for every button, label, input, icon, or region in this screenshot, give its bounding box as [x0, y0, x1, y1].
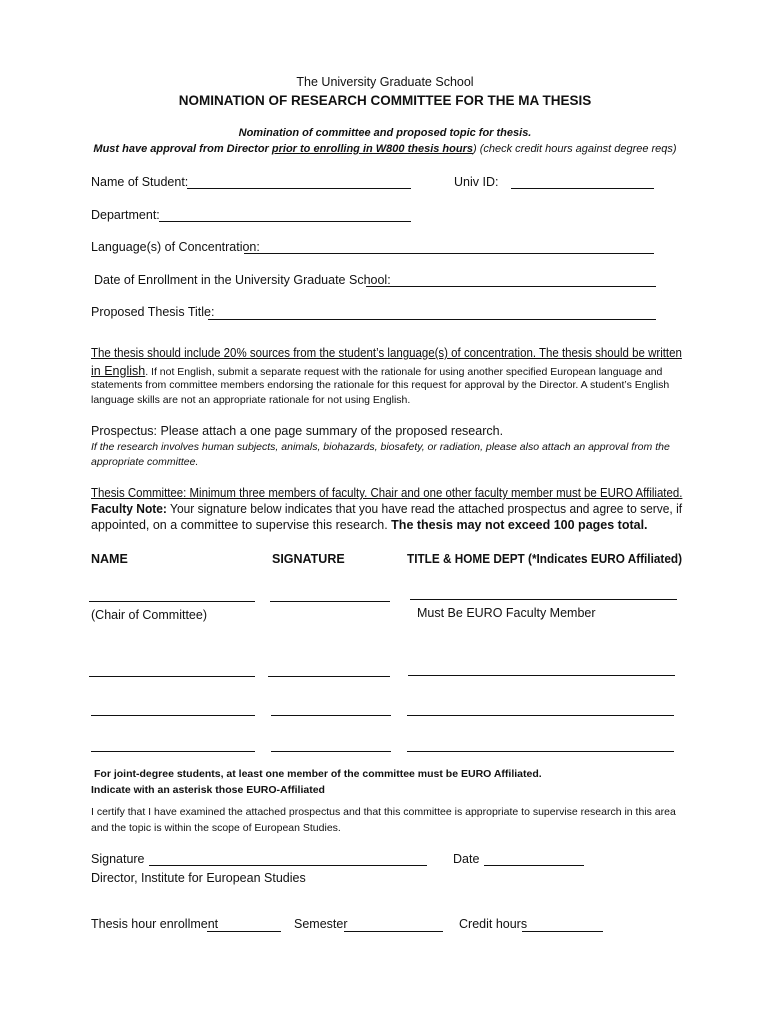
chair-title-field[interactable] [410, 599, 677, 600]
department-label: Department: [91, 208, 160, 222]
chair-signature-field[interactable] [270, 601, 390, 602]
prospectus-instruction: Prospectus: Please attach a one page summary of the proposed research. [91, 424, 504, 438]
enrollment-date-label: Date of Enrollment in the University Graduate School: [94, 273, 391, 287]
date-field[interactable] [484, 865, 584, 866]
director-signature-label: Signature [91, 852, 145, 866]
thesis-title-label: Proposed Thesis Title: [91, 305, 215, 319]
date-label: Date [453, 852, 480, 866]
director-title: Director, Institute for European Studies [91, 871, 306, 885]
committee-rule: Thesis Committee: Minimum three members of faculty. Chair and one other faculty member must be EURO Affiliated. [91, 486, 683, 500]
language-note-line4: language skills are not an appropriate rationale for not using English. [91, 394, 411, 406]
form-title: NOMINATION OF RESEARCH COMMITTEE FOR THE MA THESIS [178, 93, 592, 108]
member-4-signature-field[interactable] [271, 751, 391, 752]
column-header-name: NAME [91, 552, 128, 566]
form-subtitle: Nomination of committee and proposed topic for thesis. [238, 127, 532, 139]
student-name-label: Name of Student: [91, 175, 189, 189]
member-2-title-field[interactable] [408, 675, 675, 676]
language-note-line2: in English. If not English, submit a separate request with the rationale for using another specified European language and [91, 364, 663, 378]
certification-text: I certify that I have examined the attached prospectus and that this committee is appropriate to supervise research in this area [91, 806, 676, 818]
faculty-note: Faculty Note: Your signature below indicates that you have read the attached prospectus and agree to serve, if [91, 502, 683, 516]
thesis-hour-enrollment-label: Thesis hour enrollment [91, 917, 219, 931]
prospectus-approval-note: If the research involves human subjects, animals, biohazards, biosafety, or radiation, please also attach an approval from the [91, 441, 670, 453]
credit-hours-label: Credit hours [459, 917, 528, 931]
chair-label: (Chair of Committee) [91, 608, 207, 622]
member-3-title-field[interactable] [407, 715, 674, 716]
univ-id-field[interactable] [511, 188, 654, 189]
euro-asterisk-note: Indicate with an asterisk those EURO-Affiliated [91, 784, 325, 796]
univ-id-label: Univ ID: [454, 175, 499, 189]
thesis-hour-enrollment-field[interactable] [207, 931, 281, 932]
member-4-name-field[interactable] [91, 751, 255, 752]
column-header-title-dept: TITLE & HOME DEPT (*Indicates EURO Affiliated) [407, 552, 682, 566]
student-name-field[interactable] [187, 188, 411, 189]
chair-euro-requirement: Must Be EURO Faculty Member [417, 606, 596, 620]
joint-degree-note: For joint-degree students, at least one member of the committee must be EURO Affiliated. [94, 768, 542, 780]
enrollment-date-field[interactable] [366, 286, 656, 287]
column-header-signature: SIGNATURE [272, 552, 345, 566]
certification-text-2: and the topic is within the scope of European Studies. [91, 822, 341, 834]
approval-requirement: Must have approval from Director prior to enrolling in W800 thesis hours) (check credit hours against degree reqs) [93, 143, 677, 155]
member-3-signature-field[interactable] [271, 715, 391, 716]
institution-name: The University Graduate School [296, 75, 474, 89]
thesis-title-field[interactable] [208, 319, 656, 320]
department-field[interactable] [159, 221, 411, 222]
member-4-title-field[interactable] [407, 751, 674, 752]
language-note-line1: The thesis should include 20% sources from the student’s language(s) of concentration. The thesis should be written [91, 346, 682, 360]
credit-hours-field[interactable] [522, 931, 603, 932]
semester-label: Semester [294, 917, 348, 931]
language-note-line3: statements from committee members endorsing the rationale for this request for approval by the Director. A student’s English [91, 379, 670, 391]
director-signature-field[interactable] [149, 865, 427, 866]
prospectus-approval-note-2: appropriate committee. [91, 456, 199, 468]
member-2-signature-field[interactable] [268, 676, 390, 677]
semester-field[interactable] [344, 931, 443, 932]
faculty-note-line2: appointed, on a committee to supervise this research. The thesis may not exceed 100 pages total. [91, 518, 648, 532]
member-3-name-field[interactable] [91, 715, 255, 716]
member-2-name-field[interactable] [89, 676, 255, 677]
languages-field[interactable] [244, 253, 654, 254]
chair-name-field[interactable] [89, 601, 255, 602]
languages-label: Language(s) of Concentration: [91, 240, 260, 254]
